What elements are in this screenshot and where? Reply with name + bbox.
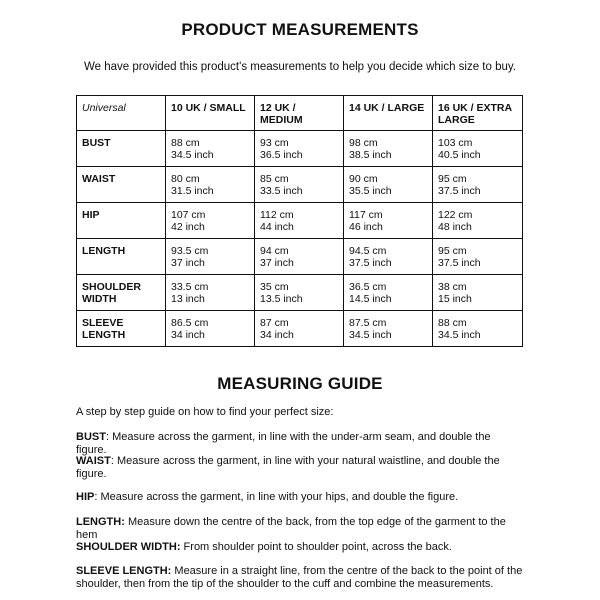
guide-title: MEASURING GUIDE [217,374,383,393]
cell-inch: 40.5 inch [438,149,481,161]
table-row [77,239,523,275]
guide-item [76,516,524,542]
table-cell [344,311,433,347]
cell-inch: 37 inch [171,257,205,269]
cell-cm: 107 cm [171,209,206,221]
cell-inch: 13.5 inch [260,293,303,305]
cell-cm: 98 cm [349,137,378,149]
table-cell [255,239,344,275]
guide-text: Measure across the garment, in line with the under-arm seam, and double the figure. [76,431,491,456]
intro-text: We have provided this product's measurements to help you decide which size to buy. [84,61,516,73]
guide-text: From shoulder point to shoulder point, across the back. [180,541,452,553]
table-cell [255,131,344,167]
cell-inch: 31.5 inch [171,185,214,197]
header-size-large: 14 UK / LARGE [344,96,433,131]
table-cell [255,275,344,311]
cell-inch: 34.5 inch [171,149,214,161]
table-row [77,131,523,167]
guide-text: Measure down the centre of the back, from the top edge of the garment to the hem [76,516,506,541]
cell-cm: 86.5 cm [171,317,209,329]
guide-term: WAIST [76,455,111,467]
cell-inch: 14.5 inch [349,293,392,305]
header-size-medium: 12 UK / MEDIUM [255,96,344,131]
table-cell [433,311,523,347]
guide-text: Measure across the garment, in line with your hips, and double the figure. [97,491,459,503]
cell-inch: 37.5 inch [349,257,392,269]
table-cell [255,203,344,239]
table-cell [344,131,433,167]
cell-inch: 38.5 inch [349,149,392,161]
cell-inch: 35.5 inch [349,185,392,197]
table-row [77,167,523,203]
header-universal: Universal [77,96,166,131]
table-cell [433,239,523,275]
cell-cm: 88 cm [171,137,200,149]
table-cell [255,311,344,347]
table-cell [166,239,255,275]
header-size-small: 10 UK / SMALL [166,96,255,131]
cell-cm: 88 cm [438,317,467,329]
guide-text: Measure in a straight line, from the centre of the back to the point of the shoulder, then from the tip of the shoulder to the cuff and combine the measurements. [76,565,523,590]
cell-cm: 87 cm [260,317,289,329]
row-label: SLEEVE LENGTH [77,311,166,347]
table-cell [433,203,523,239]
cell-inch: 34.5 inch [349,329,392,341]
cell-inch: 15 inch [438,293,472,305]
row-label: HIP [77,203,166,239]
table-cell [344,203,433,239]
cell-cm: 117 cm [349,209,383,221]
cell-cm: 35 cm [260,281,289,293]
table-cell [433,167,523,203]
cell-cm: 87.5 cm [349,317,387,329]
cell-cm: 93.5 cm [171,245,209,257]
guide-text: Measure across the garment, in line with your natural waistline, and double the figure. [76,455,500,480]
cell-cm: 94 cm [260,245,289,257]
cell-inch: 44 inch [260,221,294,233]
cell-cm: 80 cm [171,173,200,185]
table-header-row [77,96,523,131]
cell-cm: 112 cm [260,209,294,221]
cell-inch: 37.5 inch [438,257,481,269]
table-cell [166,275,255,311]
cell-cm: 85 cm [260,173,289,185]
cell-inch: 46 inch [349,221,383,233]
row-label: LENGTH [77,239,166,275]
table-cell [433,275,523,311]
cell-inch: 34 inch [171,329,205,341]
table-cell [344,239,433,275]
cell-inch: 42 inch [171,221,205,233]
guide-sep: : [110,455,114,467]
cell-cm: 95 cm [438,245,467,257]
cell-cm: 94.5 cm [349,245,387,257]
cell-cm: 122 cm [438,209,473,221]
cell-inch: 37 inch [260,257,294,269]
guide-item [76,541,524,554]
cell-cm: 90 cm [349,173,378,185]
guide-item [76,431,524,457]
table-cell [166,311,255,347]
cell-inch: 36.5 inch [260,149,303,161]
cell-cm: 93 cm [260,137,289,149]
table-row [77,275,523,311]
cell-cm: 36.5 cm [349,281,387,293]
guide-item [76,455,524,481]
header-size-extra-large: 16 UK / EXTRA LARGE [433,96,523,131]
cell-cm: 103 cm [438,137,473,149]
guide-intro: A step by step guide on how to find your perfect size: [76,406,334,418]
cell-cm: 95 cm [438,173,467,185]
cell-inch: 37.5 inch [438,185,481,197]
cell-cm: 38 cm [438,281,467,293]
table-cell [344,167,433,203]
guide-term: SLEEVE LENGTH: [76,565,172,577]
cell-cm: 33.5 cm [171,281,209,293]
table-cell [344,275,433,311]
cell-inch: 33.5 inch [260,185,303,197]
guide-item [76,491,524,504]
row-label: WAIST [77,167,166,203]
row-label: BUST [77,131,166,167]
page-title: PRODUCT MEASUREMENTS [181,20,419,39]
guide-sep: : [94,491,98,503]
guide-term: LENGTH: [76,516,125,528]
guide-sep: : [105,431,110,443]
measurements-table [76,95,523,347]
table-row [77,203,523,239]
table-cell [166,203,255,239]
guide-term: BUST [76,431,106,443]
row-label: SHOULDER WIDTH [77,275,166,311]
guide-term: HIP [76,491,95,503]
guide-term: SHOULDER WIDTH: [76,541,181,553]
table-cell [166,167,255,203]
table-cell [255,167,344,203]
table-cell [166,131,255,167]
cell-inch: 13 inch [171,293,205,305]
cell-inch: 34 inch [260,329,294,341]
cell-inch: 34.5 inch [438,329,481,341]
guide-item [76,565,524,591]
table-row [77,311,523,347]
cell-inch: 48 inch [438,221,472,233]
table-cell [433,131,523,167]
